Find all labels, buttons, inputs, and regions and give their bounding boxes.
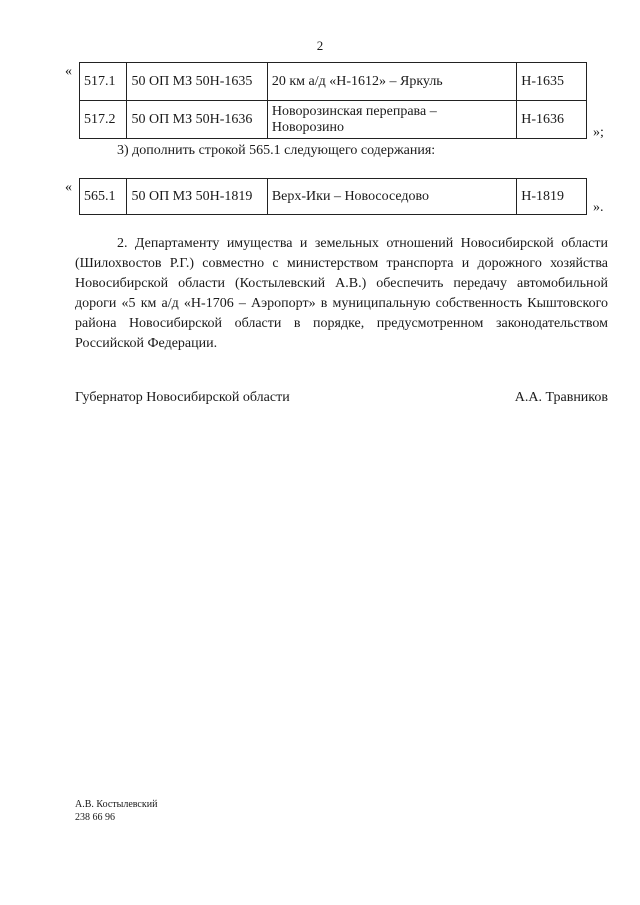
table-row [80,63,587,101]
signatory-name: А.А. Травников [514,390,608,405]
road-id: Н-1819 [517,179,587,215]
row-number: 517.2 [80,101,127,139]
road-name: Новорозинская переправа – Новорозино [267,101,516,139]
road-code: 50 ОП МЗ 50Н-1635 [127,63,267,101]
road-id: Н-1636 [517,101,587,139]
table-row [80,101,587,139]
footer-phone: 238 66 96 [75,812,115,823]
footer-author: А.В. Костылевский [75,799,158,810]
road-id: Н-1635 [517,63,587,101]
road-code: 50 ОП МЗ 50Н-1636 [127,101,267,139]
roads-table-2 [79,178,587,215]
row-number: 517.1 [80,63,127,101]
signatory-title: Губернатор Новосибирской области [75,390,290,405]
road-code: 50 ОП МЗ 50Н-1819 [127,179,267,215]
roads-table-1 [79,62,587,139]
row-number: 565.1 [80,179,127,215]
table1-open-quote: « [65,64,72,79]
item-3-text: 3) дополнить строкой 565.1 следующего содержания: [117,143,436,158]
page-number: 2 [316,38,324,53]
paragraph-2: 2. Департаменту имущества и земельных отношений Новосибирской области (Шилохвостов Р.Г.) совместно с министерством транспорта и дорожного хозяйства Новосибирской области (Костылевский А.В.) обеспечить передачу автомобильной дороги «5 км а/д «Н-1706 – Аэропорт» в муниципальную собственность Кыштовского района Новосибирской области в порядке, предусмотренном законодательством Российской Федерации. [75,236,608,351]
table2-close-mark: ». [593,200,604,215]
footer [75,798,157,824]
table2-open-quote: « [65,180,72,195]
table1-close-mark: »; [593,125,604,140]
road-name: 20 км а/д «Н-1612» – Яркуль [267,63,516,101]
road-name: Верх-Ики – Новососедово [267,179,516,215]
table-row [80,179,587,215]
